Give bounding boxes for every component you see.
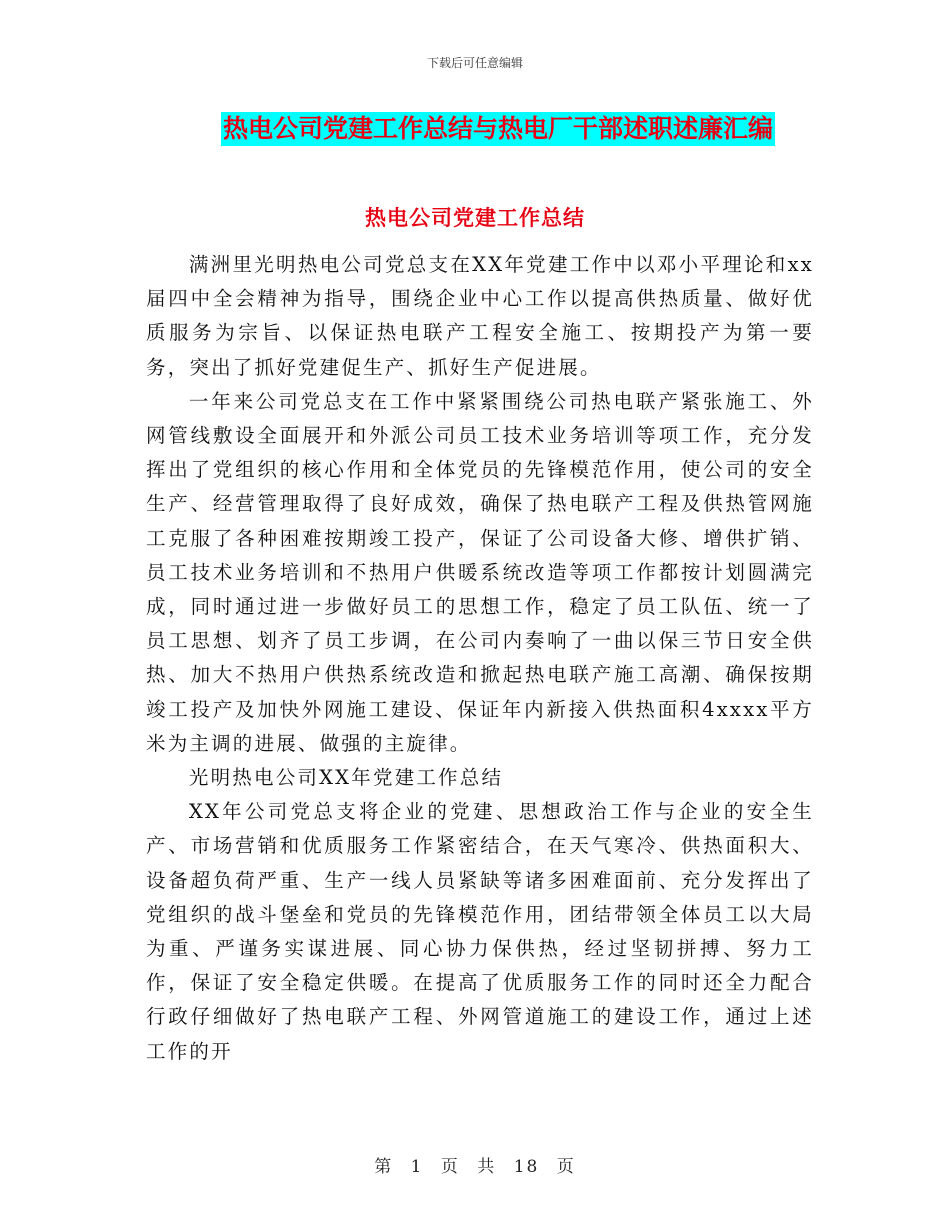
footer-page-word: 页: [440, 1157, 460, 1177]
page-footer: [0, 1152, 950, 1177]
header-note: 下载后可任意编辑: [426, 56, 523, 70]
footer-page-number: 1: [410, 1157, 424, 1177]
footer-prefix: 第: [374, 1157, 394, 1177]
paragraph-2: 一年来公司党总支在工作中紧紧围绕公司热电联产紧张施工、外网管线敷设全面展开和外派公司员工技术业务培训等项工作，充分发挥出了党组织的核心作用和全体党员的先锋模范作用，使公司的安全生产、经营管理取得了良好成效，确保了热电联产工程及供热管网施工克服了各种困难按期竣工投产，保证了公司设备大修、增供扩销、员工技术业务培训和不热用户供暖系统改造等项工作都按计划圆满完成，同时通过进一步做好员工的思想工作，稳定了员工队伍、统一了员工思想、划齐了员工步调，在公司内奏响了一曲以保三节日安全供热、加大不热用户供热系统改造和掀起热电联产施工高潮、确保按期竣工投产及加快外网施工建设、保证年内新接入供热面积4xxxx平方米为主调的进展、做强的主旋律。: [146, 389, 814, 755]
footer-total-prefix: 共: [477, 1157, 497, 1177]
paragraph-1: 满洲里光明热电公司党总支在XX年党建工作中以邓小平理论和xx届四中全会精神为指导，围绕企业中心工作以提高供热质量、做好优质服务为宗旨、以保证热电联产工程安全施工、按期投产为第一要务，突出了抓好党建促生产、抓好生产促进展。: [146, 253, 814, 379]
main-title-wrap: [0, 112, 950, 146]
document-body: [146, 248, 814, 1069]
footer-total-pages: 18: [513, 1157, 540, 1177]
paragraph-3-subheading: 光明热电公司XX年党建工作总结: [188, 766, 504, 790]
footer-suffix: 页: [556, 1157, 576, 1177]
main-title: 热电公司党建工作总结与热电厂干部述职述廉汇编: [221, 112, 775, 146]
paragraph-4: XX年公司党总支将企业的党建、思想政治工作与企业的安全生产、市场营销和优质服务工作紧密结合，在天气寒冷、供热面积大、设备超负荷严重、生产一线人员紧缺等诸多困难面前、充分发挥出了党组织的战斗堡垒和党员的先锋模范作用，团结带领全体员工以大局为重、严谨务实谋进展、同心协力保供热，经过坚韧拼搏、努力工作，保证了安全稳定供暖。在提高了优质服务工作的同时还全力配合行政仔细做好了热电联产工程、外网管道施工的建设工作，通过上述工作的开: [146, 800, 814, 1063]
section-title: 热电公司党建工作总结: [365, 205, 585, 230]
